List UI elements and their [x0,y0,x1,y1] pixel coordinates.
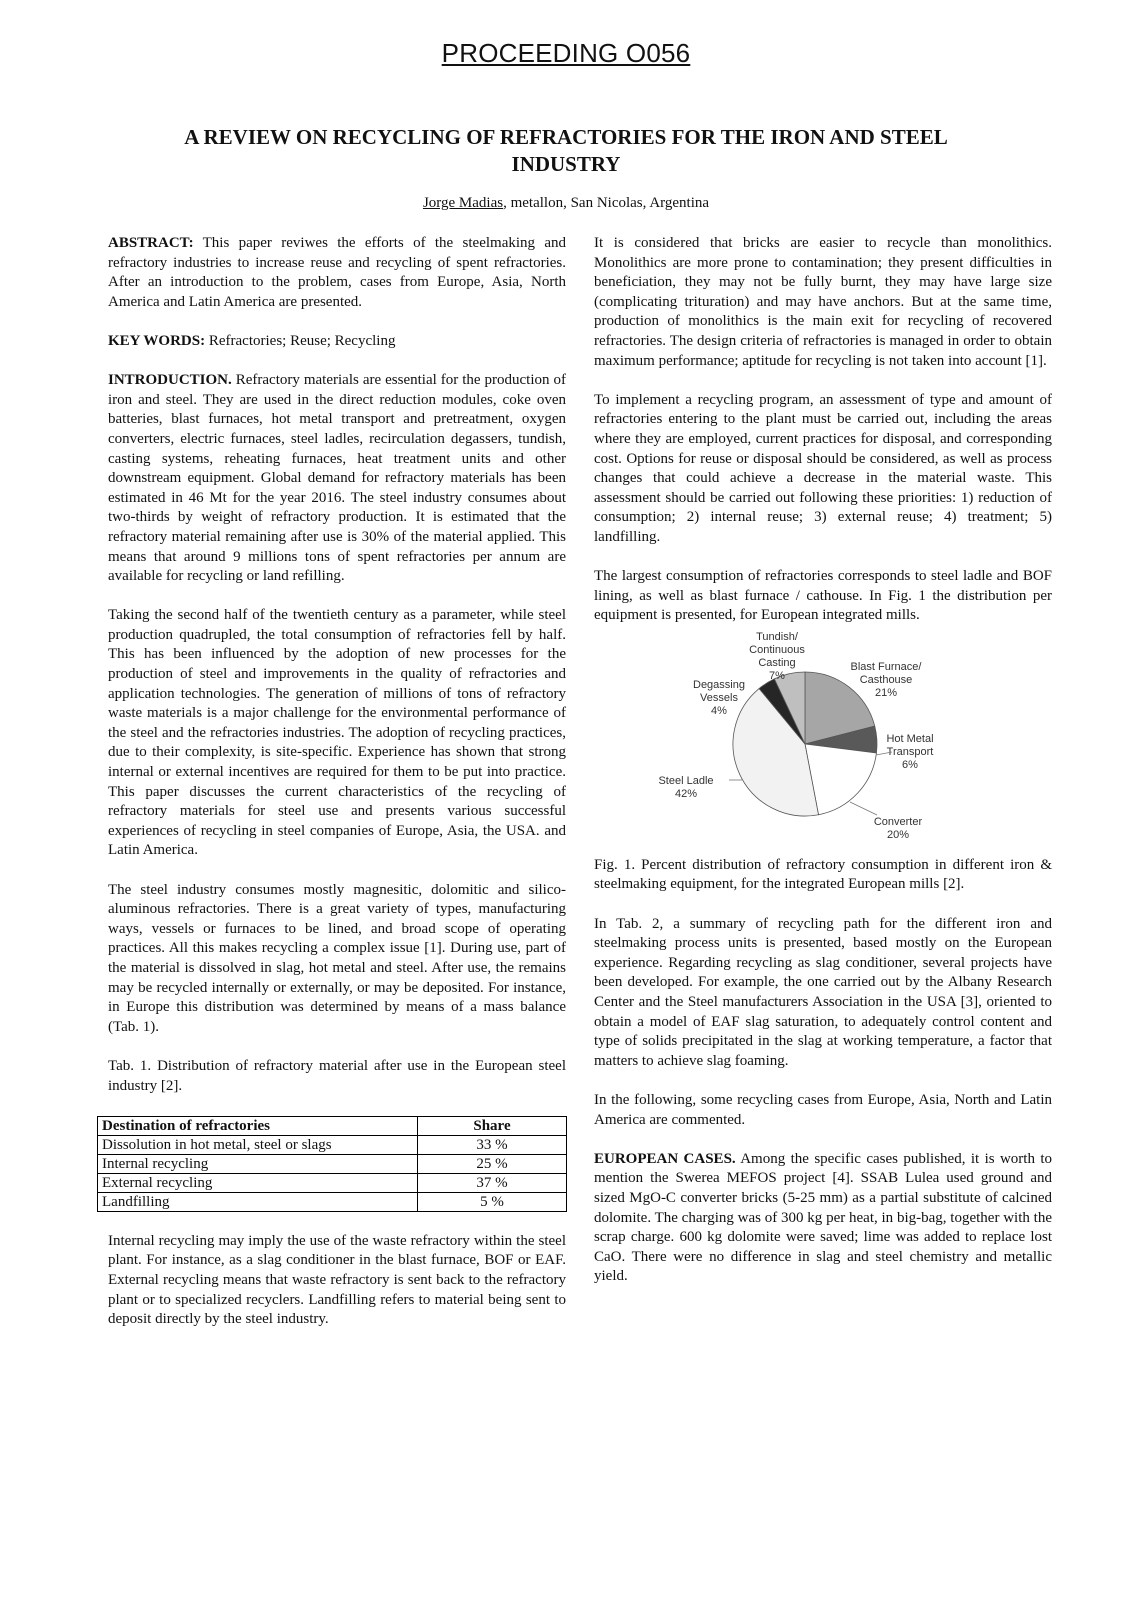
keywords-text: Refractories; Reuse; Recycling [205,332,396,349]
pie-chart-figure [594,630,1052,850]
paragraph: The largest consumption of refractories corresponds to steel ladle and BOF lining, as well as blast furnace / cathouse. In Fig. 1 the distribution per equipment is presented, for European integrated mills. [594,568,1052,624]
intro-text: Refractory materials are essential for the production of iron and steel. They are used in the direct reduction modules, coke oven batteries, blast furnaces, hot metal transport and pretreatment, oxygen converters, electric furnaces, steel ladles, recirculation degassers, tundish, casting systems, reheating furnaces, heat treatment units and other downstream equipment. Global demand for refractory materials has been estimated in 46 Mt for the year 2016. The steel industry consumes about two-thirds by weight of refractory production. It is estimated that the refractory material remaining after use is 30% of the material applied. This means that around 9 millions tons of spent refractories per annum are available for recycling or land refilling. [108,372,566,585]
author-affiliation: , metallon, San Nicolas, Argentina [503,195,710,211]
paragraph: It is considered that bricks are easier to recycle than monolithics. Monolithics are more prone to contamination; they present difficulties in beneficiation, they may not be fully burnt, they may have large size (complicating trituration) and may have anchors. But at the same time, production of monolithics is the main exit for recycling of recovered refractories. The design criteria of refractories is managed in order to obtain maximum performance; aptitude for recycling is not taken into account [1]. [594,235,1052,369]
distribution-table [97,1116,567,1212]
pie-label-degassing: Degassing Vessels 4% [693,678,745,717]
table-cell: 5 % [418,1192,567,1211]
paragraph: Internal recycling may imply the use of the waste refractory within the steel plant. For instance, as a slag conditioner in the blast furnace, BOF or EAF. External recycling means that waste refractory is sent back to the refractory plant or to specialized recyclers. Landfilling refers to material being sent to deposit directly by the steel industry. [108,1232,566,1328]
abstract-text: This paper reviwes the efforts of the steelmaking and refractory industries to increase reuse and recycling of spent refractories. After an introduction to the problem, cases from Europe, Asia, North America and Latin America are presented. [108,235,566,310]
right-column [594,234,1052,1307]
pie-label-hot-metal: Hot Metal Transport 6% [886,732,934,771]
european-cases [594,1150,1052,1287]
euro-label: EUROPEAN CASES. [594,1150,736,1167]
keywords [108,332,566,352]
paragraph: In Tab. 2, a summary of recycling path for the different iron and steelmaking process units is presented, based mostly on the European experience. Regarding recycling as slag conditioner, several projects have been developed. For example, the one carried out by the Albany Research Center and the Steel manufacturers Association in the USA [3], oriented to obtain a model of EAF slag saturation, to adequately control content and type of solids precipitated in the slag at working temperature, a factor that matters to achieve slag foaming. [594,915,1052,1069]
figure-caption: Fig. 1. Percent distribution of refractory consumption in different iron & steelmaking equipment, for the integrated European mills [2]. [594,856,1052,893]
pie-label-tundish: Tundish/ Continuous Casting 7% [749,630,805,682]
table-cell: External recycling [98,1173,418,1192]
table-header-row [98,1116,567,1135]
pie-label-converter: Converter 20% [873,815,923,841]
introduction [108,371,566,587]
table-cell: Dissolution in hot metal, steel or slags [98,1135,418,1154]
paper-title: A REVIEW ON RECYCLING OF REFRACTORIES FOR THE IRON AND STEEL INDUSTRY [184,125,948,176]
table-row [98,1135,567,1154]
proceeding-header: PROCEEDING O056 [441,38,691,68]
table-header-cell: Destination of refractories [98,1116,418,1135]
abstract [108,234,566,312]
table-caption: Tab. 1. Distribution of refractory material after use in the European steel industry [2]. [108,1057,566,1094]
paragraph: Taking the second half of the twentieth century as a parameter, while steel production quadrupled, the total consumption of refractories fell by half. This has been influenced by the adoption of new processes for the production of steel and improvements in the quality of refractories and application technologies. The generation of millions of tons of refractory waste materials is a major challenge for the environmental performance of the steel and the refractories industries. The adoption of recycling practices, due to their complexity, is site-specific. Experience has shown that strong internal or external incentives are required for them to be put into practice. This paper discusses the current characteristics of the recycling of refractory materials for steel use and presents various successful experiences of recycling in steel companies of Europe, Asia, the USA. and Latin America. [108,607,566,859]
pie-label-blast-furnace: Blast Furnace/ Casthouse 21% [850,660,922,699]
pie-chart [594,630,1052,850]
left-column [102,234,566,1349]
table-cell: 25 % [418,1154,567,1173]
euro-text: Among the specific cases published, it is worth to mention the Swerea MEFOS project [4]. SSAB Lulea used ground and sized MgO-C converter bricks (5-25 mm) as a partial substitute of calcined dolomite. The charging was of 300 kg per heat, in big-bag, together with the scrap charge. 600 kg dolomite were saved; lime was added to replace lost CaO. There were no difference in slag and steel chemistry and metallic yield. [594,1150,1052,1285]
intro-label: INTRODUCTION. [108,372,232,389]
abstract-label: ABSTRACT: [108,235,194,251]
table-cell: 33 % [418,1135,567,1154]
table-header-cell: Share [418,1116,567,1135]
pie-label-steel-ladle: Steel Ladle 42% [658,774,714,800]
table-cell: 37 % [418,1173,567,1192]
table-cell: Landfilling [98,1192,418,1211]
pie-leader-line [850,802,877,815]
table-cell: Internal recycling [98,1154,418,1173]
author-line [0,195,1132,212]
paragraph: The steel industry consumes mostly magnesitic, dolomitic and silico-aluminous refractories. There is a great variety of types, manufacturing ways, vessels or furnaces to be lined, and broad scope of operating practices. All this makes recycling a complex issue [1]. During use, part of the material is dissolved in slag, hot metal and steel. After use, the remains may be recycled internally or externally, or may be deposited. For instance, in Europe this distribution was determined by means of a mass balance (Tab. 1). [108,881,566,1035]
paragraph: In the following, some recycling cases from Europe, Asia, North and Latin America are commented. [594,1092,1052,1128]
author-name: Jorge Madias [422,195,504,211]
table-row [98,1192,567,1211]
table-row [98,1173,567,1192]
paragraph: To implement a recycling program, an assessment of type and amount of refractories entering to the plant must be carried out, including the areas where they are employed, current practices for disposal, and corresponding cost. Options for reuse or disposal should be considered, as well as process changes that could achieve a decrease in the material waste. This assessment should be carried out following these priorities: 1) reduction of consumption; 2) internal reuse; 3) external reuse; 4) treatment; 5) landfilling. [594,391,1052,545]
keywords-label: KEY WORDS: [108,332,206,349]
table-row [98,1154,567,1173]
